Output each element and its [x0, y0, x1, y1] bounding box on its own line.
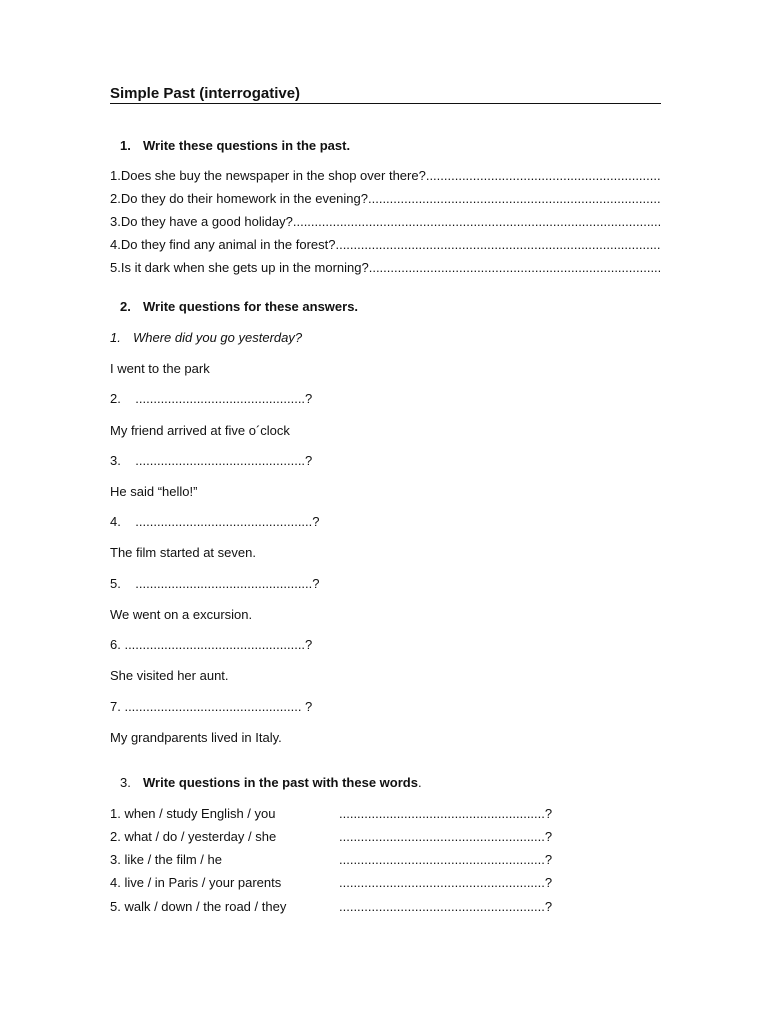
item-number: 2. — [110, 191, 121, 206]
word-cue: 2. what / do / yesterday / she — [110, 829, 277, 844]
item-text: Do they have a good holiday? — [120, 214, 293, 229]
answer-blank[interactable]: .........................................................? — [339, 875, 553, 890]
exercise-1-heading-text: Write these questions in the past. — [143, 138, 351, 153]
answer-blank[interactable]: .........................................................? — [339, 899, 553, 914]
exercise-1-item — [110, 191, 660, 206]
example-question — [110, 330, 660, 345]
example-answer: I went to the park — [110, 361, 210, 376]
exercise-1-item — [110, 237, 660, 252]
answer-text: My friend arrived at five o´clock — [110, 423, 290, 438]
answer-blank[interactable] — [426, 168, 660, 183]
answer-blank[interactable]: .........................................................? — [339, 806, 553, 821]
word-cue: 3. like / the film / he — [110, 852, 222, 867]
item-number: 4. — [110, 237, 121, 252]
answer-text: We went on a excursion. — [110, 607, 253, 622]
item-text: Do they find any animal in the forest? — [120, 237, 336, 252]
answer-blank[interactable] — [368, 191, 660, 206]
item-number: 5. — [110, 260, 121, 275]
item-number: 1. — [110, 330, 121, 345]
exercise-1-item — [110, 168, 660, 183]
exercise-1-heading — [120, 138, 350, 153]
worksheet-title: Simple Past (interrogative) — [110, 85, 301, 102]
example-question-text: Where did you go yesterday? — [133, 330, 303, 345]
exercise-1-number: 1. — [120, 138, 131, 153]
word-cue: 4. live / in Paris / your parents — [110, 875, 282, 890]
word-cue: 5. walk / down / the road / they — [110, 899, 287, 914]
question-blank[interactable]: 5. .................................................? — [110, 576, 320, 591]
item-text: Does she buy the newspaper in the shop over there? — [120, 168, 426, 183]
item-text: Is it dark when she gets up in the morning? — [120, 260, 369, 275]
answer-blank[interactable] — [293, 214, 660, 229]
question-blank[interactable]: 4. .................................................? — [110, 514, 320, 529]
exercise-3-heading — [120, 775, 422, 790]
question-blank[interactable]: 6. ..................................................? — [110, 637, 313, 652]
question-blank[interactable]: 3. ...............................................? — [110, 453, 313, 468]
exercise-2-heading — [120, 299, 358, 314]
exercise-3-number: 3. — [120, 775, 131, 790]
question-blank[interactable]: 2. ...............................................? — [110, 391, 313, 406]
exercise-1-item — [110, 260, 660, 275]
answer-blank[interactable] — [369, 260, 660, 275]
answer-blank[interactable]: .........................................................? — [339, 852, 553, 867]
answer-text: My grandparents lived in Italy. — [110, 730, 282, 745]
exercise-1-item — [110, 214, 660, 229]
exercise-3-heading-text: Write questions in the past with these words — [143, 775, 418, 790]
item-text: Do they do their homework in the evening? — [120, 191, 368, 206]
exercise-3-heading-period: . — [417, 775, 422, 790]
answer-text: He said “hello!” — [110, 484, 198, 499]
item-number: 3. — [110, 214, 121, 229]
answer-text: The film started at seven. — [110, 545, 256, 560]
exercise-2-heading-text: Write questions for these answers. — [143, 299, 359, 314]
answer-blank[interactable]: .........................................................? — [339, 829, 553, 844]
title-underline — [110, 103, 661, 104]
exercise-2-number: 2. — [120, 299, 131, 314]
item-number: 1. — [110, 168, 121, 183]
answer-blank[interactable] — [335, 237, 660, 252]
word-cue: 1. when / study English / you — [110, 806, 276, 821]
answer-text: She visited her aunt. — [110, 668, 229, 683]
question-blank[interactable]: 7. ................................................. ? — [110, 699, 313, 714]
